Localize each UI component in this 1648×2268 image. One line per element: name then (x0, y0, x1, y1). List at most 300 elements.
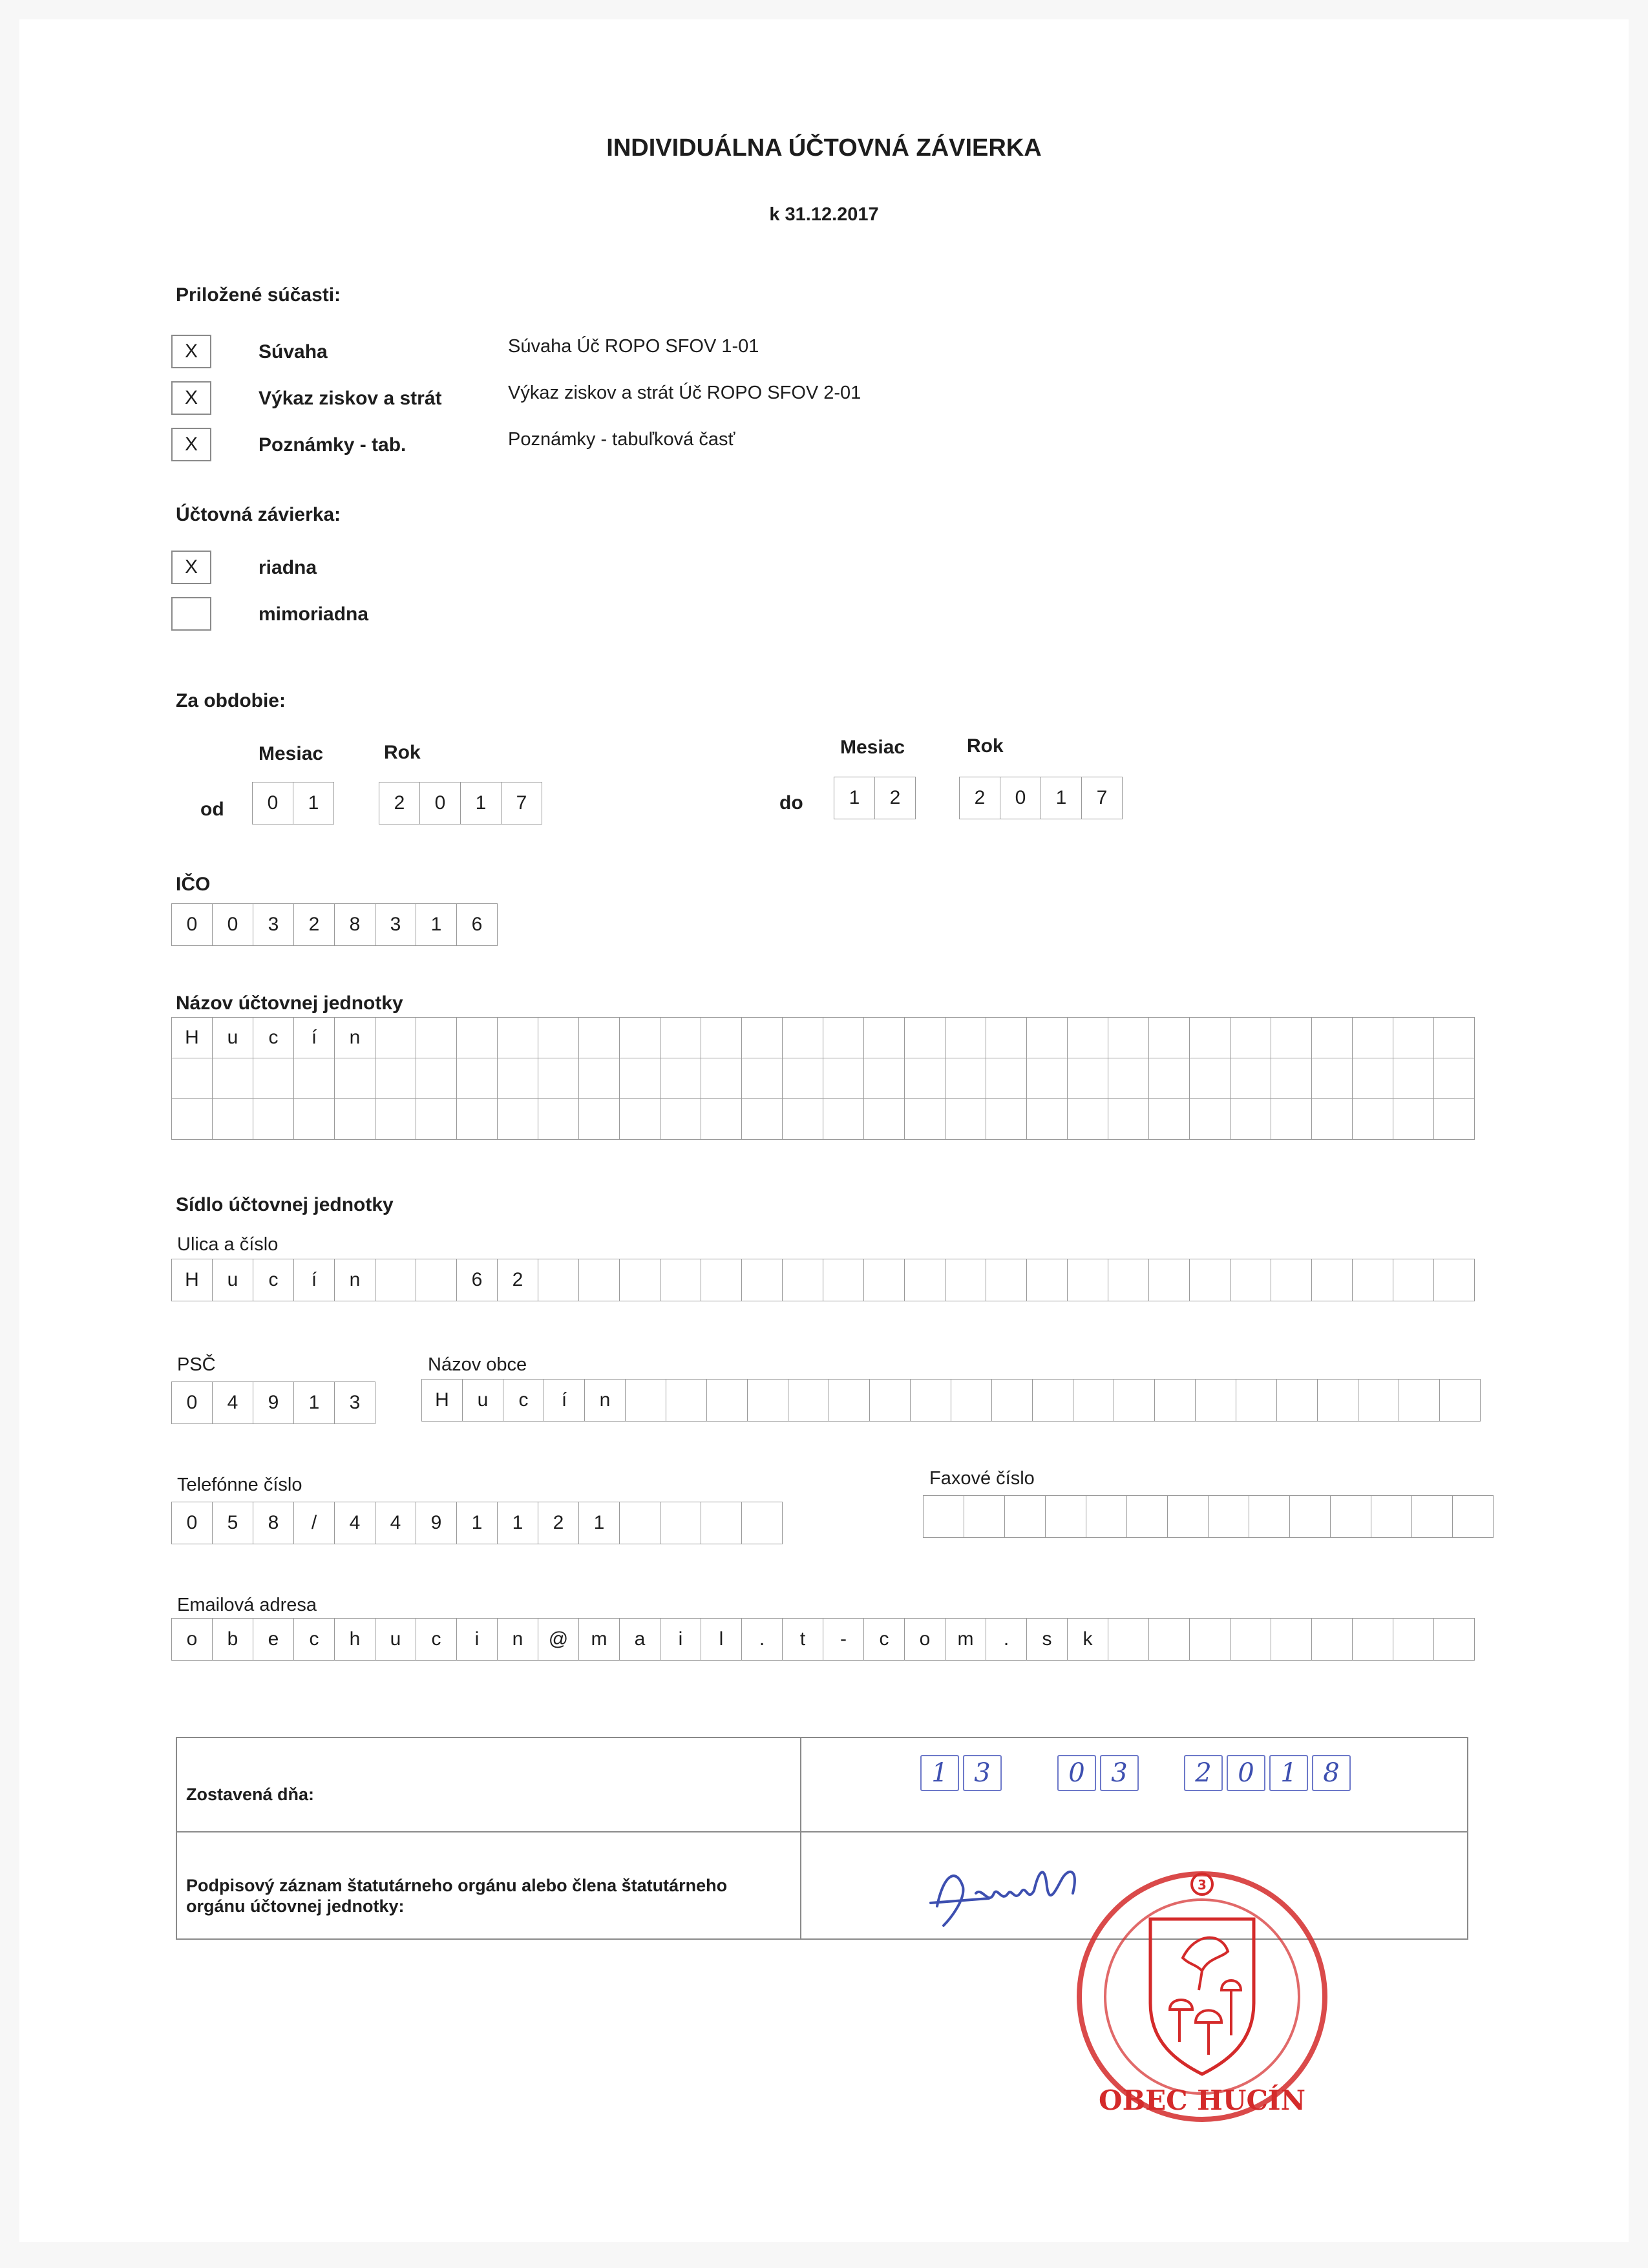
char-cell[interactable] (334, 1058, 375, 1099)
char-cell[interactable] (782, 1058, 823, 1099)
ico-label: IČO (176, 874, 211, 895)
char-cell[interactable] (1433, 1618, 1475, 1661)
char-cell[interactable] (1393, 1259, 1434, 1301)
char-cell[interactable] (578, 1058, 620, 1099)
char-cell[interactable] (416, 1017, 457, 1058)
char-cell[interactable] (1189, 1058, 1231, 1099)
char-cell[interactable] (1189, 1017, 1231, 1058)
char-cell[interactable] (416, 1058, 457, 1099)
char-cell[interactable] (660, 1502, 701, 1544)
char-cell[interactable]: c (293, 1618, 335, 1661)
char-cell[interactable] (904, 1017, 945, 1058)
char-cell[interactable] (701, 1259, 742, 1301)
char-cell[interactable] (869, 1379, 911, 1422)
char-cell[interactable]: h (334, 1618, 375, 1661)
char-cell[interactable]: 2 (538, 1502, 579, 1544)
char-cell[interactable]: 6 (456, 903, 498, 946)
char-cell[interactable] (782, 1017, 823, 1058)
signature-label: Podpisový záznam štatutárneho orgánu alebo člena štatutárneho orgánu účtovnej jednotky: (186, 1876, 728, 1916)
char-cell[interactable]: c (416, 1618, 457, 1661)
char-cell[interactable] (1439, 1379, 1481, 1422)
char-cell[interactable]: 1 (416, 903, 457, 946)
char-cell[interactable]: 1 (1041, 777, 1082, 819)
char-cell[interactable]: 2 (959, 777, 1000, 819)
char-cell[interactable] (375, 1017, 416, 1058)
char-cell[interactable] (1148, 1618, 1190, 1661)
char-cell[interactable] (1086, 1495, 1127, 1538)
char-cell[interactable] (701, 1098, 742, 1140)
email-label: Emailová adresa (177, 1595, 317, 1615)
char-cell[interactable]: c (503, 1379, 544, 1422)
char-cell[interactable]: k (1067, 1618, 1108, 1661)
char-cell[interactable] (1452, 1495, 1494, 1538)
char-cell[interactable]: o (904, 1618, 945, 1661)
char-cell[interactable] (456, 1098, 498, 1140)
char-cell[interactable] (1108, 1618, 1149, 1661)
char-cell[interactable] (1352, 1618, 1393, 1661)
char-cell[interactable] (1236, 1379, 1277, 1422)
char-cell[interactable] (829, 1379, 870, 1422)
checkbox-riadna[interactable]: X (171, 551, 211, 584)
char-cell[interactable] (1311, 1618, 1353, 1661)
char-cell[interactable]: n (584, 1379, 626, 1422)
char-cell[interactable] (497, 1098, 538, 1140)
closing-label-riadna: riadna (259, 557, 317, 578)
char-cell[interactable] (497, 1017, 538, 1058)
entity-name-grid[interactable] (171, 1017, 1475, 1140)
char-cell[interactable] (1108, 1058, 1149, 1099)
entity-name-label: Názov účtovnej jednotky (176, 992, 403, 1014)
char-cell[interactable]: H (421, 1379, 463, 1422)
char-cell[interactable] (1249, 1495, 1290, 1538)
char-cell[interactable] (619, 1502, 660, 1544)
char-cell[interactable]: 6 (456, 1259, 498, 1301)
char-cell[interactable] (1271, 1098, 1312, 1140)
char-cell[interactable]: n (497, 1618, 538, 1661)
char-cell[interactable] (986, 1017, 1027, 1058)
char-cell[interactable] (1271, 1058, 1312, 1099)
municipal-stamp (1066, 1861, 1338, 2132)
char-cell[interactable] (1276, 1379, 1318, 1422)
char-cell[interactable]: e (253, 1618, 294, 1661)
char-cell[interactable] (741, 1098, 783, 1140)
char-cell[interactable]: í (293, 1017, 335, 1058)
char-cell[interactable]: 1 (497, 1502, 538, 1544)
char-cell[interactable]: m (945, 1618, 986, 1661)
char-cell[interactable]: t (782, 1618, 823, 1661)
char-cell[interactable] (986, 1058, 1027, 1099)
char-cell[interactable] (823, 1259, 864, 1301)
char-cell[interactable] (1311, 1098, 1353, 1140)
char-cell[interactable]: c (863, 1618, 905, 1661)
char-cell[interactable]: c (253, 1259, 294, 1301)
date-box: 0 (1057, 1755, 1096, 1791)
char-cell[interactable] (212, 1058, 253, 1099)
char-cell[interactable] (823, 1058, 864, 1099)
char-cell[interactable] (538, 1098, 579, 1140)
char-cell[interactable] (1045, 1495, 1086, 1538)
char-cell[interactable]: 1 (578, 1502, 620, 1544)
char-cell[interactable] (863, 1259, 905, 1301)
char-cell[interactable] (1311, 1259, 1353, 1301)
attachment-label-poznamky: Poznámky - tab. (259, 434, 407, 456)
phone-label: Telefónne číslo (177, 1475, 302, 1495)
char-cell[interactable]: 4 (212, 1381, 253, 1424)
char-cell[interactable] (1032, 1379, 1073, 1422)
entity-name-row[interactable] (171, 1017, 1475, 1058)
char-cell[interactable]: u (375, 1618, 416, 1661)
date-box: 1 (1269, 1755, 1308, 1791)
char-cell[interactable] (904, 1098, 945, 1140)
char-cell[interactable] (910, 1379, 951, 1422)
char-cell[interactable]: 2 (379, 782, 420, 824)
char-cell[interactable]: i (456, 1618, 498, 1661)
date-box: 1 (920, 1755, 959, 1791)
char-cell[interactable] (1399, 1379, 1440, 1422)
char-cell[interactable]: 3 (334, 1381, 375, 1424)
char-cell[interactable]: n (334, 1017, 375, 1058)
closing-label-mimoriadna: mimoriadna (259, 604, 369, 625)
char-cell[interactable] (538, 1058, 579, 1099)
char-cell[interactable] (1026, 1058, 1068, 1099)
char-cell[interactable] (660, 1017, 701, 1058)
char-cell[interactable] (1230, 1259, 1271, 1301)
char-cell[interactable]: 7 (501, 782, 542, 824)
fax-grid[interactable] (923, 1495, 1494, 1538)
char-cell[interactable] (1271, 1017, 1312, 1058)
char-cell[interactable]: u (212, 1259, 253, 1301)
char-cell[interactable] (823, 1017, 864, 1058)
char-cell[interactable]: 1 (293, 782, 334, 824)
char-cell[interactable] (1148, 1058, 1190, 1099)
char-cell[interactable] (863, 1058, 905, 1099)
char-cell[interactable] (578, 1098, 620, 1140)
char-cell[interactable] (986, 1259, 1027, 1301)
char-cell[interactable]: c (253, 1017, 294, 1058)
checkbox-mimoriadna[interactable] (171, 597, 211, 631)
char-cell[interactable] (538, 1259, 579, 1301)
ico-grid[interactable] (171, 903, 498, 946)
char-cell[interactable]: - (823, 1618, 864, 1661)
char-cell[interactable] (1195, 1379, 1236, 1422)
char-cell[interactable] (904, 1058, 945, 1099)
to-month-grid[interactable] (834, 777, 916, 819)
compiled-date-handwritten[interactable] (920, 1755, 1567, 1807)
char-cell[interactable] (456, 1058, 498, 1099)
char-cell[interactable] (456, 1017, 498, 1058)
char-cell[interactable] (1393, 1618, 1434, 1661)
char-cell[interactable]: í (293, 1259, 335, 1301)
char-cell[interactable] (741, 1017, 783, 1058)
char-cell[interactable] (1067, 1058, 1108, 1099)
checkbox-poznamky[interactable]: X (171, 428, 211, 461)
char-cell[interactable] (1433, 1058, 1475, 1099)
char-cell[interactable]: 5 (212, 1502, 253, 1544)
char-cell[interactable]: 0 (171, 903, 213, 946)
char-cell[interactable] (1271, 1618, 1312, 1661)
char-cell[interactable] (986, 1098, 1027, 1140)
char-cell[interactable]: 2 (497, 1259, 538, 1301)
char-cell[interactable] (1189, 1618, 1231, 1661)
char-cell[interactable] (741, 1058, 783, 1099)
char-cell[interactable]: 2 (293, 903, 335, 946)
char-cell[interactable] (1026, 1098, 1068, 1140)
attachment-label-suvaha: Súvaha (259, 341, 328, 362)
char-cell[interactable]: 8 (253, 1502, 294, 1544)
char-cell[interactable] (619, 1259, 660, 1301)
char-cell[interactable] (293, 1058, 335, 1099)
date-box: 8 (1312, 1755, 1351, 1791)
char-cell[interactable] (991, 1379, 1033, 1422)
char-cell[interactable]: / (293, 1502, 335, 1544)
char-cell[interactable] (1154, 1379, 1196, 1422)
char-cell[interactable]: 4 (375, 1502, 416, 1544)
char-cell[interactable]: m (578, 1618, 620, 1661)
char-cell[interactable]: 1 (293, 1381, 335, 1424)
street-label: Ulica a číslo (177, 1234, 279, 1255)
table-divider (177, 1831, 1467, 1832)
date-box: 3 (1100, 1755, 1139, 1791)
closing-type-heading: Účtovná závierka: (176, 504, 341, 525)
period-heading: Za obdobie: (176, 690, 286, 711)
char-cell[interactable] (701, 1017, 742, 1058)
char-cell[interactable]: 0 (1000, 777, 1041, 819)
char-cell[interactable] (1352, 1259, 1393, 1301)
char-cell[interactable] (171, 1098, 213, 1140)
to-year-grid[interactable] (959, 777, 1123, 819)
char-cell[interactable] (782, 1098, 823, 1140)
char-cell[interactable] (1433, 1017, 1475, 1058)
char-cell[interactable]: 0 (171, 1502, 213, 1544)
char-cell[interactable]: o (171, 1618, 213, 1661)
char-cell[interactable]: s (1026, 1618, 1068, 1661)
psc-label: PSČ (177, 1354, 216, 1375)
char-cell[interactable]: 3 (375, 903, 416, 946)
char-cell[interactable] (1352, 1098, 1393, 1140)
stamp-number: 3 (1198, 1877, 1207, 1893)
char-cell[interactable]: a (619, 1618, 660, 1661)
char-cell[interactable]: 0 (171, 1381, 213, 1424)
char-cell[interactable] (1073, 1379, 1114, 1422)
char-cell[interactable] (1393, 1017, 1434, 1058)
char-cell[interactable] (375, 1058, 416, 1099)
char-cell[interactable] (497, 1058, 538, 1099)
char-cell[interactable] (1208, 1495, 1249, 1538)
char-cell[interactable]: 0 (252, 782, 293, 824)
attachment-desc-vykaz: Výkaz ziskov a strát Úč ROPO SFOV 2-01 (508, 383, 861, 403)
psc-grid[interactable] (171, 1381, 375, 1424)
attachments-heading: Priložené súčasti: (176, 284, 341, 306)
char-cell[interactable]: b (212, 1618, 253, 1661)
char-cell[interactable] (293, 1098, 335, 1140)
from-month-label: Mesiac (259, 743, 324, 764)
char-cell[interactable] (1371, 1495, 1412, 1538)
char-cell[interactable] (945, 1058, 986, 1099)
char-cell[interactable]: n (334, 1259, 375, 1301)
char-cell[interactable] (1311, 1058, 1353, 1099)
char-cell[interactable] (1230, 1058, 1271, 1099)
char-cell[interactable]: H (171, 1017, 213, 1058)
char-cell[interactable]: 1 (460, 782, 502, 824)
char-cell[interactable] (1148, 1017, 1190, 1058)
char-cell[interactable] (619, 1058, 660, 1099)
char-cell[interactable] (1108, 1017, 1149, 1058)
char-cell[interactable]: 0 (419, 782, 461, 824)
char-cell[interactable] (660, 1098, 701, 1140)
char-cell[interactable] (904, 1259, 945, 1301)
char-cell[interactable] (1067, 1259, 1108, 1301)
address-heading: Sídlo účtovnej jednotky (176, 1194, 394, 1215)
char-cell[interactable] (1230, 1098, 1271, 1140)
char-cell[interactable] (1148, 1098, 1190, 1140)
char-cell[interactable] (1126, 1495, 1168, 1538)
char-cell[interactable]: 9 (253, 1381, 294, 1424)
compiled-date-label: Zostavená dňa: (186, 1785, 315, 1804)
char-cell[interactable] (964, 1495, 1005, 1538)
char-cell[interactable] (1411, 1495, 1453, 1538)
char-cell[interactable]: . (741, 1618, 783, 1661)
char-cell[interactable]: l (701, 1618, 742, 1661)
table-divider (800, 1738, 801, 1938)
char-cell[interactable] (923, 1495, 964, 1538)
char-cell[interactable] (782, 1259, 823, 1301)
char-cell[interactable] (1108, 1259, 1149, 1301)
char-cell[interactable] (701, 1058, 742, 1099)
char-cell[interactable] (334, 1098, 375, 1140)
char-cell[interactable] (1358, 1379, 1399, 1422)
char-cell[interactable] (823, 1098, 864, 1140)
char-cell[interactable] (1108, 1098, 1149, 1140)
char-cell[interactable]: H (171, 1259, 213, 1301)
char-cell[interactable] (1230, 1618, 1271, 1661)
char-cell[interactable] (375, 1098, 416, 1140)
char-cell[interactable]: @ (538, 1618, 579, 1661)
char-cell[interactable]: 1 (456, 1502, 498, 1544)
phone-grid[interactable] (171, 1502, 783, 1544)
to-month-label: Mesiac (840, 737, 905, 758)
char-cell[interactable] (1230, 1017, 1271, 1058)
char-cell[interactable] (1393, 1098, 1434, 1140)
from-label: od (200, 799, 224, 820)
char-cell[interactable] (741, 1502, 783, 1544)
char-cell[interactable] (1026, 1259, 1068, 1301)
char-cell[interactable] (1433, 1259, 1475, 1301)
stamp-text: OBEC HUCÍN (1099, 2084, 1305, 2116)
document-date: k 31.12.2017 (769, 204, 879, 225)
char-cell[interactable] (1067, 1017, 1108, 1058)
char-cell[interactable] (706, 1379, 748, 1422)
char-cell[interactable] (863, 1017, 905, 1058)
char-cell[interactable] (788, 1379, 829, 1422)
char-cell[interactable] (1289, 1495, 1331, 1538)
char-cell[interactable] (416, 1098, 457, 1140)
char-cell[interactable] (1393, 1058, 1434, 1099)
char-cell[interactable] (1433, 1098, 1475, 1140)
char-cell[interactable]: . (986, 1618, 1027, 1661)
char-cell[interactable] (1352, 1058, 1393, 1099)
char-cell[interactable] (1189, 1098, 1231, 1140)
char-cell[interactable]: 8 (334, 903, 375, 946)
char-cell[interactable] (945, 1017, 986, 1058)
char-cell[interactable] (945, 1098, 986, 1140)
char-cell[interactable] (660, 1058, 701, 1099)
char-cell[interactable] (1148, 1259, 1190, 1301)
street-grid[interactable] (171, 1259, 1475, 1301)
char-cell[interactable]: u (212, 1017, 253, 1058)
char-cell[interactable]: í (544, 1379, 585, 1422)
char-cell[interactable] (578, 1259, 620, 1301)
char-cell[interactable] (375, 1259, 416, 1301)
entity-name-row[interactable] (171, 1058, 1475, 1099)
char-cell[interactable] (1311, 1017, 1353, 1058)
entity-name-row[interactable] (171, 1098, 1475, 1140)
attachment-label-vykaz: Výkaz ziskov a strát (259, 388, 442, 409)
char-cell[interactable] (951, 1379, 992, 1422)
document-title: INDIVIDUÁLNA ÚČTOVNÁ ZÁVIERKA (606, 134, 1042, 162)
char-cell[interactable]: 3 (253, 903, 294, 946)
fax-label: Faxové číslo (929, 1468, 1035, 1489)
char-cell[interactable] (625, 1379, 666, 1422)
from-month-grid[interactable] (252, 782, 334, 824)
char-cell[interactable] (660, 1259, 701, 1301)
char-cell[interactable]: i (660, 1618, 701, 1661)
char-cell[interactable]: 0 (212, 903, 253, 946)
date-box: 0 (1227, 1755, 1265, 1791)
char-cell[interactable] (538, 1017, 579, 1058)
char-cell[interactable] (171, 1058, 213, 1099)
char-cell[interactable]: 4 (334, 1502, 375, 1544)
char-cell[interactable] (666, 1379, 707, 1422)
char-cell[interactable]: 1 (834, 777, 875, 819)
checkbox-vykaz[interactable]: X (171, 381, 211, 415)
char-cell[interactable] (701, 1502, 742, 1544)
char-cell[interactable]: u (462, 1379, 503, 1422)
char-cell[interactable] (1189, 1259, 1231, 1301)
char-cell[interactable] (253, 1098, 294, 1140)
char-cell[interactable]: 9 (416, 1502, 457, 1544)
to-year-label: Rok (967, 735, 1004, 757)
attachment-desc-poznamky: Poznámky - tabuľková časť (508, 429, 735, 450)
date-box: 2 (1184, 1755, 1223, 1791)
char-cell[interactable] (741, 1259, 783, 1301)
char-cell[interactable] (747, 1379, 788, 1422)
char-cell[interactable] (1026, 1017, 1068, 1058)
char-cell[interactable] (1167, 1495, 1209, 1538)
char-cell[interactable]: 7 (1081, 777, 1123, 819)
char-cell[interactable] (1317, 1379, 1358, 1422)
char-cell[interactable] (253, 1058, 294, 1099)
char-cell[interactable] (619, 1098, 660, 1140)
attachment-desc-suvaha: Súvaha Úč ROPO SFOV 1-01 (508, 336, 759, 357)
checkbox-suvaha[interactable]: X (171, 335, 211, 368)
char-cell[interactable] (863, 1098, 905, 1140)
char-cell[interactable] (1352, 1017, 1393, 1058)
char-cell[interactable] (1330, 1495, 1371, 1538)
from-year-grid[interactable] (379, 782, 542, 824)
char-cell[interactable] (212, 1098, 253, 1140)
char-cell[interactable]: 2 (874, 777, 916, 819)
email-grid[interactable] (171, 1618, 1475, 1661)
char-cell[interactable] (1114, 1379, 1155, 1422)
char-cell[interactable] (1067, 1098, 1108, 1140)
char-cell[interactable] (945, 1259, 986, 1301)
char-cell[interactable] (619, 1017, 660, 1058)
char-cell[interactable] (1004, 1495, 1046, 1538)
city-grid[interactable] (421, 1379, 1481, 1422)
char-cell[interactable] (578, 1017, 620, 1058)
char-cell[interactable] (416, 1259, 457, 1301)
char-cell[interactable] (1271, 1259, 1312, 1301)
